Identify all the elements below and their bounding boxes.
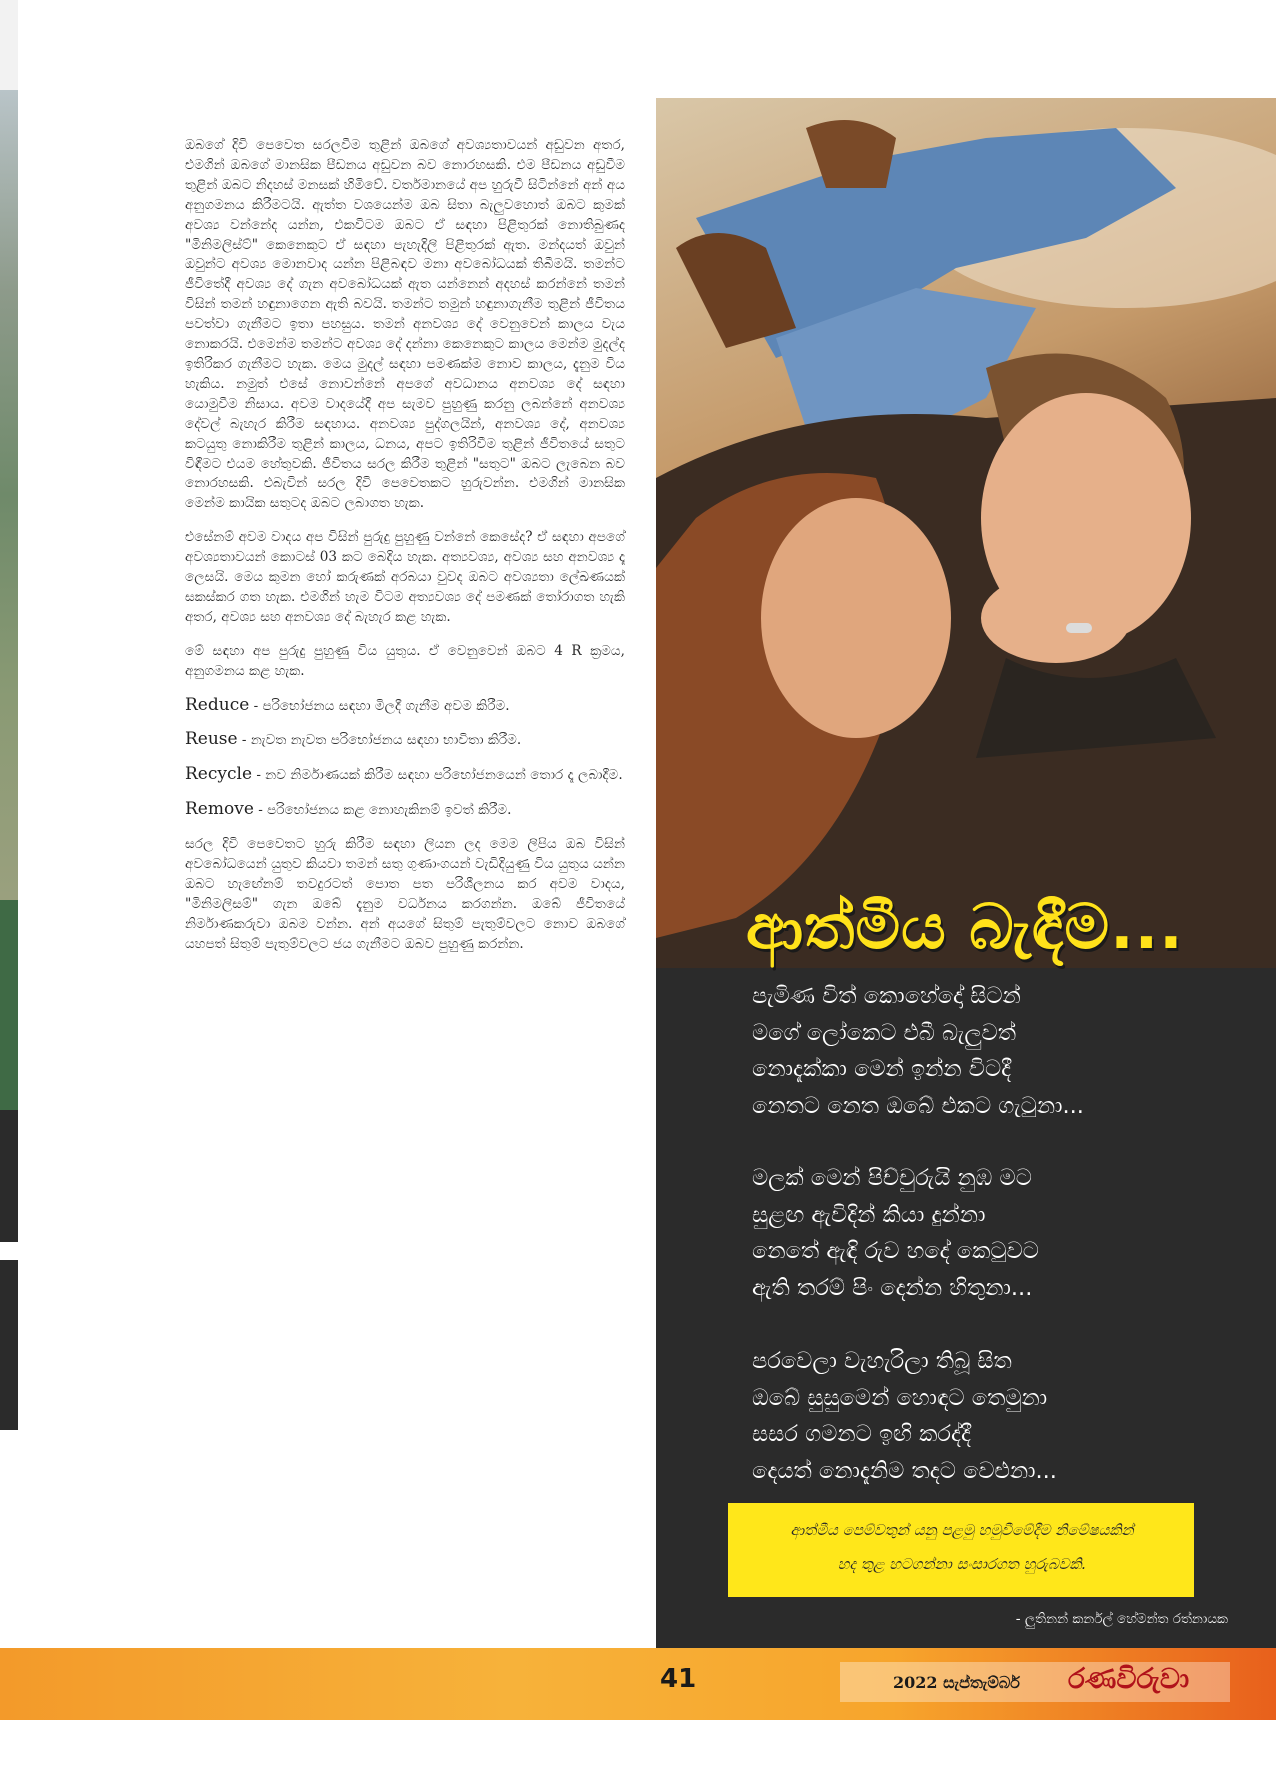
left-edge-image-strip: [0, 0, 18, 1440]
article-paragraph-2: එසේනම් අවම වාදය අප විසින් පුරුදු පුහුණු වන්නේ කෙසේද? ඒ සඳහා අපගේ අවශ්‍යතාවයන් කොටස් 03 කට බෙදිය හැක. අත්‍යවශ්‍ය, අවශ්‍ය සහ අනවශ්‍ය දෑ ලෙසයි. මෙය කුමන හෝ කරුණක් අරබයා වුවද ඔබට අවශ්‍යතා ලේඛණයක් සකස්කර ගත හැක. එමගින් හැම විටම අත්‍යවශ්‍ය දේ පමණක් තෝරාගත හැකි අතර, අවශ්‍ය සහ අනවශ්‍ය දේ බැහැර කළ හැක.: [185, 529, 625, 625]
poem-stanza-3: [752, 1343, 1057, 1489]
article-closing: සරල දිවි පෙවෙතට හුරු කිරීම සඳහා ලියන ලද මෙම ලිපිය ඔබ විසින් අවබෝධයෙන් යුතුව කියවා තමන් සතු ගුණාංගයන් වැඩිදියුණු විය යුතුය යන්න ඔබට හැඟේනම් තවදුරටත් පොත පත පරිශීලනය කර අවම වාදය, "මිනිමලිසම්" ගැන ඔබේ දැනුම වර්ධනය කරගන්න. ඔබේ ජීවිතයේ නිර්මාණකරුවා ඔබම වන්න. අන් අයගේ සිතුම් පැතුම්වලට නොව ඔබගේ යහපත් සිතුම් පැතුම්වලට ජය ගැනීමට ඔබව පුහුණු කරන්න.: [185, 836, 625, 952]
poem-line: නෙතේ ඇඳි රුව හදේ කෙටුවට: [752, 1238, 1039, 1264]
author-byline: - ලුතිනන් කර්නල් හේමන්ත රත්නායක: [1015, 1611, 1228, 1627]
article-body: [185, 136, 625, 969]
article-paragraph-3: මේ සඳහා අප පුරුදු පුහුණු විය යුතුය. ඒ වෙනුවෙන් ඔබට 4 R ක්‍රමය, අනුගමනය කළ හැක.: [185, 642, 625, 679]
poem-line: මලක් මෙන් පිච්චුරුයි නුඹ මට: [752, 1165, 1032, 1191]
poem-line: පැමිණ විත් කොහේදෝ සිටන්: [752, 983, 1021, 1009]
poem-line: සසර ගමනට ඉඟි කරද්දී: [752, 1421, 971, 1447]
article-paragraph-1: ඔබගේ දිවි පෙවෙත සරලවීම තුළින් ඔබගේ අවශ්‍යතාවයන් අඩුවන අතර, එමගින් ඔබගේ මානසික පීඩනය අඩුවන බව නොරහසකි. එම පීඩනය අඩුවීම තුළින් ඔබට නිදහස් මනසක් හිමිවේ. වර්තමානයේ අප හුරුවී සිටින්නේ අන් අය අනුගමනය කිරීමටයි. ඇත්ත වශයෙන්ම ඔබ සිතා බැලුවහොත් ඔබට කුමක් අවශ්‍ය වන්නේද යන්න, එකවිටම ඔබට ඒ සඳහා පිළිතුරක් නොතිබුණද "මිනිමලිස්ට්" කෙනෙකුට ඒ සඳහා පැහැදිලි පිළිතුරක් ඇත. මන්දයත් ඔවුන් ඔවුන්ට අවශ්‍ය මොනවාද යන්න පිළිබඳව මනා අවබෝධයක් තිබීමයි. තමන්ට ජීවිතේදී අවශ්‍ය දේ ගැන අවබෝධයක් ඇත යන්නෙන් අදහස් කරන්නේ තමන් විසින් තමන් හඳුනාගෙන ඇති බවයි. තමන්ට තමුන් හඳුනාගැනීම තුළින් ජීවිතය පවත්වා ගැනීමට ඉතා පහසුය. තමන් අනවශ්‍ය දේ වෙනුවෙන් කාලය වැය නොකරයි. එමෙන්ම තමන්ට අවශ්‍ය දේ දන්නා කෙනෙකුට කාලය මෙන්ම මුදල්ද ඉතිරිකර ගැනීමට හැක. මෙය මුදල් සඳහා පමණක්ම නොව කාලය, දැනුම විය හැකිය. නමුත් එසේ නොවන්නේ අපගේ අවධානය අනවශ්‍ය දේ සඳහා යොමුවීම නිසාය. අවම වාදයේදී අප සැමව පුහුණු කරනු ලබන්නේ අනවශ්‍ය දේවල් බැහැර කිරීම සඳහාය. අනවශ්‍ය පුද්ගලයින්, අනවශ්‍ය දේ, අනවශ්‍ය කටයුතු නොකිරීම තුළින් කාලය, ධනය, අපට ඉතිරිවීම තුළින් ජීවිතයේ සතුට විඳීමට එයම හේතුවකි. ජීවිතය සරල කිරීම තුළින් "සතුට" ඔබට ලැබෙන බව නොරහසකි. එබැවින් සරල දිවි පෙවෙතකට හුරුවන්න. එමගින් මානසික මෙන්ම කායික සතුටද ඔබට ලබාගත හැක.: [185, 137, 625, 512]
poem-title: ආත්මීය බැඳීම...: [746, 890, 1184, 963]
poem-stanza-2: [752, 1160, 1039, 1306]
poem-line: මගේ ලෝකෙට එබී බැලුවත්: [752, 1019, 1017, 1046]
term-reduce: Reduce - පරිභෝජනය සඳහා මිලදී ගැනීම අවම කිරීම.: [185, 694, 510, 715]
poem-line: පරවෙලා වැහැරිලා තිබූ සිත: [752, 1348, 1012, 1374]
issue-date: 2022 සැප්තැම්බර්: [893, 1673, 1020, 1692]
poem-line: නොදැක්කා මෙන් ඉන්න විටදී: [752, 1056, 1012, 1082]
quote-box: [728, 1503, 1194, 1597]
poem-line: දෙයත් නොදැනිම තදට වෙළුනා...: [752, 1457, 1057, 1484]
term-recycle: Recycle - නව නිර්මාණයක් කිරීම සඳහා පරිභෝජනයෙන් තොර දෑ ලබාදීම.: [185, 764, 623, 785]
couple-photo: [656, 98, 1276, 968]
couple-photo-illustration: [656, 98, 1276, 968]
quote-line-2: හද තුළ හටගන්නා සංසාරගත හුරුබවකි.: [837, 1555, 1087, 1573]
poem-line: ඇති තරම් පිං දෙන්න හිතුනා...: [752, 1274, 1033, 1301]
magazine-logo: රණවිරුවා: [1068, 1662, 1190, 1695]
quote-line-1: ආත්මීය පෙම්වතුන් යනු පළමු හමුවීමේදීම නිමේෂයකින්: [790, 1521, 1134, 1539]
poem-stanza-1: [752, 978, 1084, 1124]
poem-line: සුළඟ ඇවිදින් කියා දුන්නා: [752, 1201, 986, 1228]
poem-line: නෙතට නෙත ඔබේ එකට ගැටුනා...: [752, 1092, 1084, 1119]
page-number: 41: [660, 1664, 697, 1694]
term-reuse: Reuse - නැවත නැවත පරිභෝජනය සඳහා භාවිතා කිරීම.: [185, 729, 522, 750]
term-remove: Remove - පරිභෝජනය කළ නොහැකිනම් ඉවත් කිරීම.: [185, 799, 512, 820]
poem-line: ඔබේ සුසුමෙන් හොඳට තෙමුනා: [752, 1384, 1048, 1411]
